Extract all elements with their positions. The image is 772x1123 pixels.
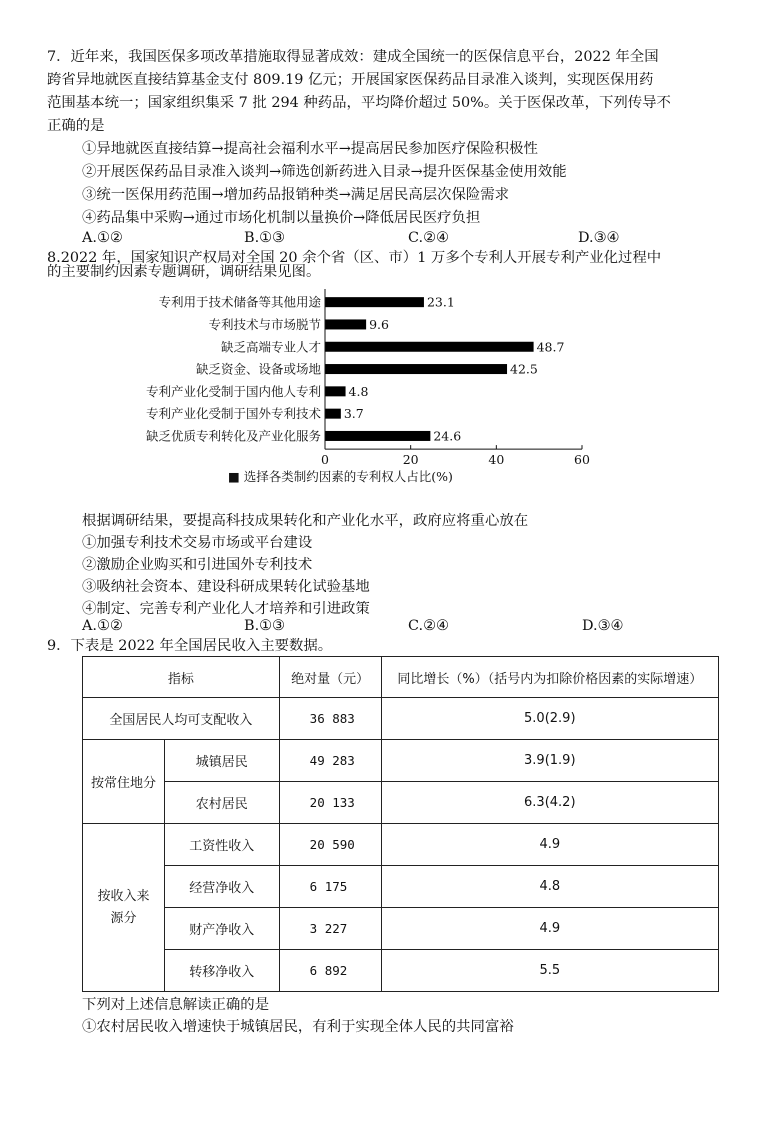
bar bbox=[325, 431, 430, 441]
q7-item-3: ③统一医保用药范围→增加药品报销种类→满足居民高层次保险需求 bbox=[82, 187, 510, 203]
bar bbox=[325, 386, 346, 396]
header-amount: 绝对量（元） bbox=[279, 657, 381, 698]
q8-option-c[interactable]: C.②④ bbox=[408, 618, 449, 634]
q8-item-4: ④制定、完善专利产业化人才培养和引进政策 bbox=[82, 601, 370, 617]
q7-item-1: ①异地就医直接结算→提高社会福利水平→提高居民参加医疗保险积极性 bbox=[82, 141, 538, 157]
category-label: 专利技术与市场脱节 bbox=[208, 316, 321, 332]
q7-option-c[interactable]: C.②④ bbox=[408, 230, 449, 246]
row-growth: 4.9 bbox=[381, 908, 718, 950]
q8-option-a[interactable]: A.①② bbox=[82, 618, 123, 634]
table-row bbox=[83, 866, 719, 908]
bar bbox=[325, 364, 507, 374]
q9-after: 下列对上述信息解读正确的是 bbox=[82, 997, 270, 1013]
row-amount: 6 175 bbox=[279, 866, 381, 908]
value-label: 23.1 bbox=[426, 294, 455, 310]
row-label: 转移净收入 bbox=[164, 950, 279, 992]
x-tick-label: 60 bbox=[574, 452, 590, 468]
q7-option-a[interactable]: A.①② bbox=[82, 230, 123, 246]
row-label: 工资性收入 bbox=[164, 824, 279, 866]
q8-after: 根据调研结果，要提高科技成果转化和产业化水平，政府应将重心放在 bbox=[82, 513, 529, 529]
row-amount: 36 883 bbox=[279, 698, 381, 740]
row-label: 全国居民人均可支配收入 bbox=[83, 698, 280, 740]
q7-item-4: ④药品集中采购→通过市场化机制以量换价→降低居民医疗负担 bbox=[82, 210, 481, 226]
q9-item-1: ①农村居民收入增速快于城镇居民，有利于实现全体人民的共同富裕 bbox=[82, 1019, 514, 1035]
table-row bbox=[83, 740, 719, 782]
row-label: 城镇居民 bbox=[164, 740, 279, 782]
q8-item-1: ①加强专利技术交易市场或平台建设 bbox=[82, 535, 313, 551]
row-amount: 3 227 bbox=[279, 908, 381, 950]
value-label: 48.7 bbox=[536, 339, 565, 355]
bar-chart bbox=[100, 285, 620, 485]
value-label: 42.5 bbox=[510, 361, 538, 377]
table-row bbox=[83, 950, 719, 992]
q7-option-b[interactable]: B.①③ bbox=[244, 230, 285, 246]
q8-option-b[interactable]: B.①③ bbox=[244, 618, 285, 634]
row-growth: 3.9(1.9) bbox=[381, 740, 718, 782]
value-label: 3.7 bbox=[343, 406, 364, 422]
row-amount: 49 283 bbox=[279, 740, 381, 782]
category-label: 专利用于技术储备等其他用途 bbox=[158, 294, 321, 310]
table-row bbox=[83, 698, 719, 740]
q8-item-3: ③吸纳社会资本、建设科研成果转化试验基地 bbox=[82, 579, 370, 595]
bar bbox=[325, 319, 366, 329]
x-tick-label: 20 bbox=[402, 452, 419, 468]
q7-line-4: 正确的是 bbox=[47, 118, 105, 134]
row-amount: 6 892 bbox=[279, 950, 381, 992]
row-growth: 4.8 bbox=[381, 866, 718, 908]
x-tick-label: 0 bbox=[321, 452, 329, 468]
row-amount: 20 590 bbox=[279, 824, 381, 866]
bar bbox=[325, 342, 534, 352]
category-label: 缺乏优质专利转化及产业化服务 bbox=[145, 428, 321, 444]
category-label: 缺乏高端专业人才 bbox=[220, 339, 321, 355]
category-label: 专利产业化受制于国外专利技术 bbox=[145, 406, 321, 422]
value-label: 24.6 bbox=[433, 428, 462, 444]
q7-line-3: 范围基本统一；国家组织集采 7 批 294 种药品，平均降价超过 50%。关于医保改革，下列传导不 bbox=[47, 95, 671, 111]
q8-line-1: 8.2022 年，国家知识产权局对全国 20 余个省（区、市）1 万多个专利人开展专利产业化过程中 bbox=[47, 250, 662, 266]
category-label: 缺乏资金、设备或场地 bbox=[195, 361, 321, 377]
bar bbox=[325, 409, 341, 419]
header-indicator: 指标 bbox=[83, 657, 280, 698]
bar bbox=[325, 297, 424, 307]
row-label: 农村居民 bbox=[164, 782, 279, 824]
value-label: 9.6 bbox=[369, 316, 390, 332]
q8-option-d[interactable]: D.③④ bbox=[582, 618, 624, 634]
table-row bbox=[83, 782, 719, 824]
row-growth: 5.0(2.9) bbox=[381, 698, 718, 740]
table-row bbox=[83, 908, 719, 950]
q7-line-1: 7．近年来，我国医保多项改革措施取得显著成效：建成全国统一的医保信息平台，2022 年全国 bbox=[47, 49, 659, 65]
table-row bbox=[83, 824, 719, 866]
q7-item-2: ②开展医保药品目录准入谈判→筛选创新药进入目录→提升医保基金使用效能 bbox=[82, 164, 567, 180]
row-amount: 20 133 bbox=[279, 782, 381, 824]
header-growth: 同比增长（%）（括号内为扣除价格因素的实际增速） bbox=[381, 657, 718, 698]
category-label: 专利产业化受制于国内他人专利 bbox=[145, 383, 321, 399]
q8-line-2: 的主要制约因素专题调研，调研结果见图。 bbox=[47, 264, 321, 280]
group-label-source: 按收入来源分 bbox=[83, 824, 165, 992]
table-header-row bbox=[83, 657, 719, 698]
q8-item-2: ②激励企业购买和引进国外专利技术 bbox=[82, 557, 313, 573]
row-growth: 6.3(4.2) bbox=[381, 782, 718, 824]
q7-option-d[interactable]: D.③④ bbox=[578, 230, 620, 246]
value-label: 4.8 bbox=[348, 383, 369, 399]
x-tick-label: 40 bbox=[488, 452, 505, 468]
row-label: 经营净收入 bbox=[164, 866, 279, 908]
row-growth: 4.9 bbox=[381, 824, 718, 866]
q7-line-2: 跨省异地就医直接结算基金支付 809.19 亿元；开展国家医保药品目录准入谈判，实现医保用药 bbox=[47, 72, 654, 88]
row-growth: 5.5 bbox=[381, 950, 718, 992]
chart-legend: ■ 选择各类制约因素的专利权人占比(%) bbox=[228, 469, 453, 484]
row-label: 财产净收入 bbox=[164, 908, 279, 950]
income-table bbox=[82, 656, 719, 992]
q9-intro: 9．下表是 2022 年全国居民收入主要数据。 bbox=[47, 638, 333, 654]
group-label-residence: 按常住地分 bbox=[83, 740, 165, 824]
